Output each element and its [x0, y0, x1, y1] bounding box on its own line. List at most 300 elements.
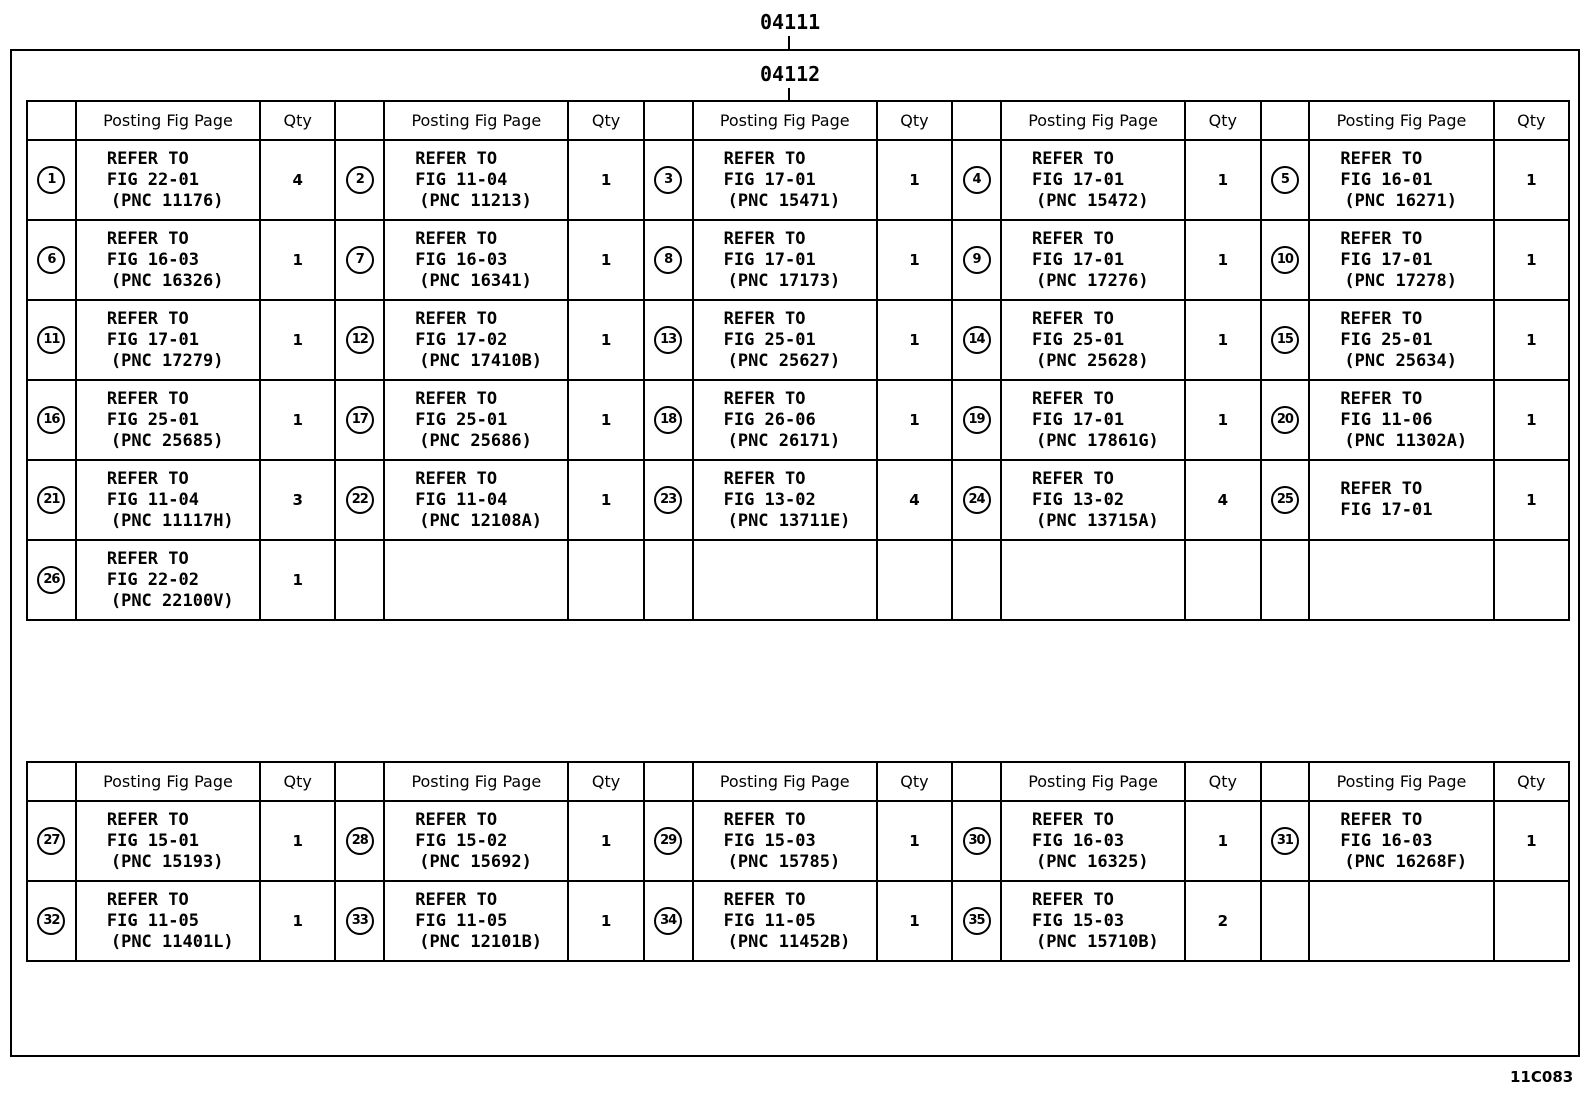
pnc-reference: (PNC 15785)	[727, 851, 841, 872]
refer-to-text: REFER TO	[723, 889, 806, 910]
fig-reference: FIG 25-01	[723, 329, 816, 350]
fig-reference: FIG 25-01	[1031, 329, 1125, 350]
item-number-cell	[644, 380, 693, 460]
circled-item-number: 20	[1271, 406, 1299, 434]
fig-reference: FIG 11-04	[415, 489, 508, 510]
circled-item-number: 27	[37, 827, 65, 855]
refer-to-text: REFER TO	[1340, 308, 1423, 329]
refer-to-text: REFER TO	[415, 308, 498, 329]
posting-fig-page-cell	[1001, 140, 1185, 220]
header-qty: Qty	[568, 101, 643, 140]
qty-cell: 1	[568, 881, 643, 961]
item-number-cell	[644, 220, 693, 300]
item-number-cell	[1261, 220, 1310, 300]
qty-cell: 1	[568, 300, 643, 380]
item-number-cell	[644, 140, 693, 220]
pnc-reference: (PNC 11452B)	[727, 931, 851, 952]
pnc-reference: (PNC 11117H)	[110, 510, 234, 531]
item-number-cell	[335, 140, 384, 220]
posting-fig-page-cell	[384, 801, 568, 881]
qty-cell: 1	[1494, 801, 1569, 881]
table-row	[27, 881, 1569, 961]
refer-to-text: REFER TO	[106, 228, 189, 249]
item-number-cell	[952, 300, 1001, 380]
posting-fig-page-cell	[384, 380, 568, 460]
fig-reference: FIG 16-03	[1031, 830, 1125, 851]
refer-to-text: REFER TO	[1031, 889, 1114, 910]
item-number-cell	[1261, 380, 1310, 460]
circled-item-number: 6	[37, 246, 65, 274]
qty-cell: 1	[1185, 801, 1260, 881]
posting-fig-page-cell	[1001, 380, 1185, 460]
circled-item-number: 9	[963, 246, 991, 274]
header-posting-fig-page: Posting Fig Page	[1001, 762, 1185, 801]
qty-cell: 3	[260, 460, 335, 540]
pnc-reference: (PNC 11401L)	[110, 931, 234, 952]
header-number-cell	[335, 762, 384, 801]
leader-line-inner	[788, 88, 790, 100]
posting-fig-page-cell	[1001, 220, 1185, 300]
header-posting-fig-page: Posting Fig Page	[384, 762, 568, 801]
item-number-cell	[27, 140, 76, 220]
qty-cell: 1	[260, 881, 335, 961]
posting-fig-page-cell	[1001, 540, 1185, 620]
circled-item-number: 32	[37, 907, 65, 935]
refer-to-text: REFER TO	[1340, 809, 1423, 830]
pnc-reference: (PNC 17173)	[727, 270, 841, 291]
refer-to-text: REFER TO	[1031, 148, 1114, 169]
pnc-reference: (PNC 15692)	[419, 851, 532, 872]
qty-cell	[568, 540, 643, 620]
item-number-cell	[952, 801, 1001, 881]
circled-item-number: 14	[963, 326, 991, 354]
header-number-cell	[952, 762, 1001, 801]
circled-item-number: 19	[963, 406, 991, 434]
table-header-row	[27, 762, 1569, 801]
posting-fig-page-cell	[1309, 300, 1493, 380]
item-number-cell	[27, 801, 76, 881]
qty-cell: 1	[1494, 140, 1569, 220]
item-number-cell	[335, 460, 384, 540]
item-number-cell	[1261, 300, 1310, 380]
header-qty: Qty	[260, 101, 335, 140]
fig-reference: FIG 11-05	[106, 910, 199, 931]
pnc-reference: (PNC 26171)	[727, 430, 841, 451]
header-posting-fig-page: Posting Fig Page	[384, 101, 568, 140]
refer-to-text: REFER TO	[1340, 479, 1423, 499]
posting-fig-page-cell	[384, 220, 568, 300]
circled-item-number: 4	[963, 166, 991, 194]
qty-cell: 1	[1494, 300, 1569, 380]
qty-cell: 4	[877, 460, 952, 540]
pnc-reference: (PNC 11302A)	[1344, 430, 1468, 451]
pnc-reference: (PNC 13711E)	[727, 510, 851, 531]
circled-item-number: 22	[346, 486, 374, 514]
posting-fig-page-cell	[384, 540, 568, 620]
header-qty: Qty	[1494, 762, 1569, 801]
fig-reference: FIG 22-01	[106, 169, 199, 190]
fig-reference: FIG 25-01	[1340, 329, 1433, 350]
circled-item-number: 29	[654, 827, 682, 855]
posting-fig-page-cell	[693, 460, 877, 540]
posting-fig-page-cell	[693, 300, 877, 380]
qty-cell: 1	[1185, 220, 1260, 300]
header-number-cell	[1261, 762, 1310, 801]
item-number-cell	[27, 380, 76, 460]
item-number-cell	[1261, 881, 1310, 961]
posting-fig-page-cell	[76, 881, 260, 961]
pnc-reference: (PNC 17861G)	[1035, 430, 1159, 451]
item-number-cell	[27, 300, 76, 380]
refer-to-text: REFER TO	[1340, 388, 1423, 409]
header-qty: Qty	[1185, 101, 1260, 140]
table-header-row	[27, 101, 1569, 140]
fig-reference: FIG 16-03	[415, 249, 508, 270]
table-row	[27, 540, 1569, 620]
item-number-cell	[952, 140, 1001, 220]
item-number-cell	[335, 881, 384, 961]
posting-fig-page-cell	[1309, 380, 1493, 460]
pnc-reference: (PNC 15710B)	[1035, 931, 1159, 952]
table-row	[27, 140, 1569, 220]
circled-item-number: 33	[346, 907, 374, 935]
posting-fig-page-cell	[76, 801, 260, 881]
fig-reference: FIG 11-05	[415, 910, 508, 931]
pnc-reference: (PNC 15193)	[110, 851, 224, 872]
posting-fig-page-cell	[76, 460, 260, 540]
circled-item-number: 15	[1271, 326, 1299, 354]
header-posting-fig-page: Posting Fig Page	[76, 762, 260, 801]
item-number-cell	[952, 881, 1001, 961]
qty-cell: 1	[877, 801, 952, 881]
fig-reference: FIG 15-03	[1031, 910, 1125, 931]
refer-to-text: REFER TO	[723, 809, 806, 830]
pnc-reference: (PNC 17278)	[1344, 270, 1457, 291]
qty-cell: 1	[260, 220, 335, 300]
posting-fig-page-cell	[1001, 881, 1185, 961]
qty-cell: 1	[568, 460, 643, 540]
fig-reference: FIG 17-01	[1031, 249, 1125, 270]
posting-fig-page-cell	[384, 300, 568, 380]
fig-reference: FIG 16-03	[1340, 830, 1433, 851]
refer-to-text: REFER TO	[1031, 308, 1114, 329]
fig-reference: FIG 17-02	[415, 329, 508, 350]
qty-cell	[1185, 540, 1260, 620]
posting-fig-page-cell	[693, 220, 877, 300]
fig-reference: FIG 17-01	[1340, 249, 1433, 270]
pnc-reference: (PNC 11176)	[110, 190, 224, 211]
qty-cell: 1	[260, 801, 335, 881]
fig-reference: FIG 17-01	[106, 329, 199, 350]
refer-to-text: REFER TO	[106, 148, 189, 169]
posting-fig-page-cell	[76, 380, 260, 460]
fig-reference: FIG 26-06	[723, 409, 816, 430]
posting-fig-page-cell	[76, 300, 260, 380]
header-qty: Qty	[568, 762, 643, 801]
reference-table-upper	[26, 100, 1570, 621]
posting-fig-page-cell	[1309, 540, 1493, 620]
item-number-cell	[1261, 540, 1310, 620]
item-number-cell	[952, 460, 1001, 540]
fig-reference: FIG 16-01	[1340, 169, 1433, 190]
pnc-reference: (PNC 25628)	[1035, 350, 1149, 371]
header-posting-fig-page: Posting Fig Page	[1309, 762, 1493, 801]
pnc-reference: (PNC 15471)	[727, 190, 841, 211]
posting-fig-page-cell	[693, 140, 877, 220]
fig-reference: FIG 15-03	[723, 830, 816, 851]
item-number-cell	[335, 540, 384, 620]
circled-item-number: 25	[1271, 486, 1299, 514]
qty-cell: 1	[260, 380, 335, 460]
refer-to-text: REFER TO	[723, 148, 806, 169]
posting-fig-page-cell	[384, 140, 568, 220]
item-number-cell	[1261, 460, 1310, 540]
fig-reference: FIG 13-02	[723, 489, 816, 510]
fig-reference: FIG 11-06	[1340, 409, 1433, 430]
qty-cell	[877, 540, 952, 620]
header-qty: Qty	[260, 762, 335, 801]
circled-item-number: 28	[346, 827, 374, 855]
circled-item-number: 24	[963, 486, 991, 514]
circled-item-number: 31	[1271, 827, 1299, 855]
refer-to-text: REFER TO	[1031, 809, 1114, 830]
circled-item-number: 10	[1271, 246, 1299, 274]
table-row	[27, 380, 1569, 460]
qty-cell: 2	[1185, 881, 1260, 961]
header-qty: Qty	[877, 101, 952, 140]
posting-fig-page-cell	[1309, 460, 1493, 540]
item-number-cell	[644, 881, 693, 961]
pnc-reference: (PNC 13715A)	[1035, 510, 1159, 531]
pnc-reference: (PNC 17279)	[110, 350, 224, 371]
posting-fig-page-cell	[693, 801, 877, 881]
fig-reference: FIG 11-04	[415, 169, 508, 190]
pnc-reference: (PNC 16325)	[1035, 851, 1149, 872]
refer-to-text: REFER TO	[106, 468, 189, 489]
qty-cell: 1	[1494, 460, 1569, 540]
circled-item-number: 16	[37, 406, 65, 434]
fig-reference: FIG 17-01	[723, 249, 816, 270]
posting-fig-page-cell	[1001, 460, 1185, 540]
item-number-cell	[644, 801, 693, 881]
qty-cell: 1	[1185, 140, 1260, 220]
header-qty: Qty	[1494, 101, 1569, 140]
posting-fig-page-cell	[1001, 801, 1185, 881]
posting-fig-page-cell	[693, 380, 877, 460]
pnc-reference: (PNC 22100V)	[110, 590, 234, 611]
posting-fig-page-cell	[384, 881, 568, 961]
fig-reference: FIG 13-02	[1031, 489, 1125, 510]
pnc-reference: (PNC 12108A)	[419, 510, 543, 531]
item-number-cell	[1261, 140, 1310, 220]
posting-fig-page-cell	[1309, 801, 1493, 881]
fig-reference: FIG 25-01	[415, 409, 508, 430]
pnc-reference: (PNC 11213)	[419, 190, 532, 211]
qty-cell: 1	[260, 540, 335, 620]
fig-reference: FIG 15-02	[415, 830, 508, 851]
header-posting-fig-page: Posting Fig Page	[76, 101, 260, 140]
refer-to-text: REFER TO	[415, 809, 498, 830]
header-posting-fig-page: Posting Fig Page	[693, 762, 877, 801]
refer-to-text: REFER TO	[723, 228, 806, 249]
refer-to-text: REFER TO	[1031, 228, 1114, 249]
refer-to-text: REFER TO	[1031, 468, 1114, 489]
qty-cell: 1	[1185, 300, 1260, 380]
qty-cell: 1	[568, 801, 643, 881]
item-number-cell	[335, 801, 384, 881]
refer-to-text: REFER TO	[415, 148, 498, 169]
posting-fig-page-cell	[1309, 881, 1493, 961]
circled-item-number: 13	[654, 326, 682, 354]
pnc-reference: (PNC 25634)	[1344, 350, 1457, 371]
posting-fig-page-cell	[1309, 140, 1493, 220]
drawing-code: 11C083	[1510, 1068, 1574, 1086]
item-number-cell	[27, 460, 76, 540]
table-row	[27, 220, 1569, 300]
qty-cell: 4	[260, 140, 335, 220]
refer-to-text: REFER TO	[106, 809, 189, 830]
refer-to-text: REFER TO	[1031, 388, 1114, 409]
pnc-reference: (PNC 15472)	[1035, 190, 1149, 211]
item-number-cell	[952, 540, 1001, 620]
header-posting-fig-page: Posting Fig Page	[1309, 101, 1493, 140]
refer-to-text: REFER TO	[723, 388, 806, 409]
qty-cell: 4	[1185, 460, 1260, 540]
pnc-reference: (PNC 16271)	[1344, 190, 1457, 211]
circled-item-number: 7	[346, 246, 374, 274]
item-number-cell	[335, 300, 384, 380]
posting-fig-page-cell	[76, 220, 260, 300]
assembly-code-top: 04111	[760, 10, 821, 34]
qty-cell: 1	[568, 220, 643, 300]
qty-cell: 1	[1185, 380, 1260, 460]
fig-reference: FIG 17-01	[1031, 409, 1125, 430]
fig-reference: FIG 11-04	[106, 489, 199, 510]
fig-reference: FIG 11-05	[723, 910, 816, 931]
refer-to-text: REFER TO	[106, 889, 189, 910]
qty-cell: 1	[877, 881, 952, 961]
fig-reference: FIG 16-03	[106, 249, 199, 270]
qty-cell: 1	[568, 140, 643, 220]
qty-cell: 1	[260, 300, 335, 380]
item-number-cell	[27, 540, 76, 620]
posting-fig-page-cell	[76, 540, 260, 620]
refer-to-text: REFER TO	[106, 548, 189, 569]
posting-fig-page-cell	[1001, 300, 1185, 380]
fig-reference: FIG 15-01	[106, 830, 199, 851]
posting-fig-page-cell	[384, 460, 568, 540]
circled-item-number: 18	[654, 406, 682, 434]
header-qty: Qty	[1185, 762, 1260, 801]
pnc-reference: (PNC 12101B)	[419, 931, 543, 952]
pnc-reference: (PNC 17276)	[1035, 270, 1149, 291]
pnc-reference: (PNC 16326)	[110, 270, 224, 291]
pnc-reference: (PNC 16341)	[419, 270, 532, 291]
refer-to-text: REFER TO	[1340, 228, 1423, 249]
circled-item-number: 21	[37, 486, 65, 514]
fig-reference: FIG 25-01	[106, 409, 199, 430]
qty-cell: 1	[877, 380, 952, 460]
item-number-cell	[1261, 801, 1310, 881]
header-number-cell	[952, 101, 1001, 140]
table-row	[27, 300, 1569, 380]
circled-item-number: 2	[346, 166, 374, 194]
pnc-reference: (PNC 16268F)	[1344, 851, 1468, 872]
circled-item-number: 3	[654, 166, 682, 194]
circled-item-number: 11	[37, 326, 65, 354]
fig-reference: FIG 22-02	[106, 569, 199, 590]
fig-reference: FIG 17-01	[1340, 500, 1433, 520]
header-number-cell	[27, 762, 76, 801]
pnc-reference: (PNC 25685)	[110, 430, 224, 451]
refer-to-text: REFER TO	[415, 228, 498, 249]
item-number-cell	[335, 220, 384, 300]
circled-item-number: 35	[963, 907, 991, 935]
qty-cell: 1	[877, 140, 952, 220]
table-row	[27, 460, 1569, 540]
item-number-cell	[27, 220, 76, 300]
pnc-reference: (PNC 25686)	[419, 430, 532, 451]
qty-cell	[1494, 881, 1569, 961]
circled-item-number: 17	[346, 406, 374, 434]
refer-to-text: REFER TO	[415, 889, 498, 910]
item-number-cell	[644, 300, 693, 380]
refer-to-text: REFER TO	[723, 468, 806, 489]
item-number-cell	[952, 380, 1001, 460]
item-number-cell	[27, 881, 76, 961]
circled-item-number: 23	[654, 486, 682, 514]
item-number-cell	[644, 460, 693, 540]
refer-to-text: REFER TO	[415, 468, 498, 489]
leader-line-top	[788, 36, 790, 50]
refer-to-text: REFER TO	[415, 388, 498, 409]
header-number-cell	[644, 101, 693, 140]
fig-reference: FIG 17-01	[723, 169, 816, 190]
header-number-cell	[335, 101, 384, 140]
posting-fig-page-cell	[693, 881, 877, 961]
circled-item-number: 5	[1271, 166, 1299, 194]
circled-item-number: 8	[654, 246, 682, 274]
posting-fig-page-cell	[693, 540, 877, 620]
fig-reference: FIG 17-01	[1031, 169, 1125, 190]
header-number-cell	[644, 762, 693, 801]
circled-item-number: 30	[963, 827, 991, 855]
qty-cell: 1	[877, 220, 952, 300]
header-posting-fig-page: Posting Fig Page	[693, 101, 877, 140]
refer-to-text: REFER TO	[723, 308, 806, 329]
header-qty: Qty	[877, 762, 952, 801]
item-number-cell	[644, 540, 693, 620]
header-number-cell	[27, 101, 76, 140]
item-number-cell	[952, 220, 1001, 300]
qty-cell	[1494, 540, 1569, 620]
item-number-cell	[335, 380, 384, 460]
qty-cell: 1	[1494, 220, 1569, 300]
circled-item-number: 34	[654, 907, 682, 935]
refer-to-text: REFER TO	[106, 388, 189, 409]
header-posting-fig-page: Posting Fig Page	[1001, 101, 1185, 140]
header-number-cell	[1261, 101, 1310, 140]
circled-item-number: 1	[37, 166, 65, 194]
posting-fig-page-cell	[76, 140, 260, 220]
circled-item-number: 12	[346, 326, 374, 354]
qty-cell: 1	[1494, 380, 1569, 460]
refer-to-text: REFER TO	[106, 308, 189, 329]
reference-table-lower	[26, 761, 1570, 962]
assembly-code-inner: 04112	[760, 62, 821, 86]
pnc-reference: (PNC 17410B)	[419, 350, 543, 371]
qty-cell: 1	[568, 380, 643, 460]
